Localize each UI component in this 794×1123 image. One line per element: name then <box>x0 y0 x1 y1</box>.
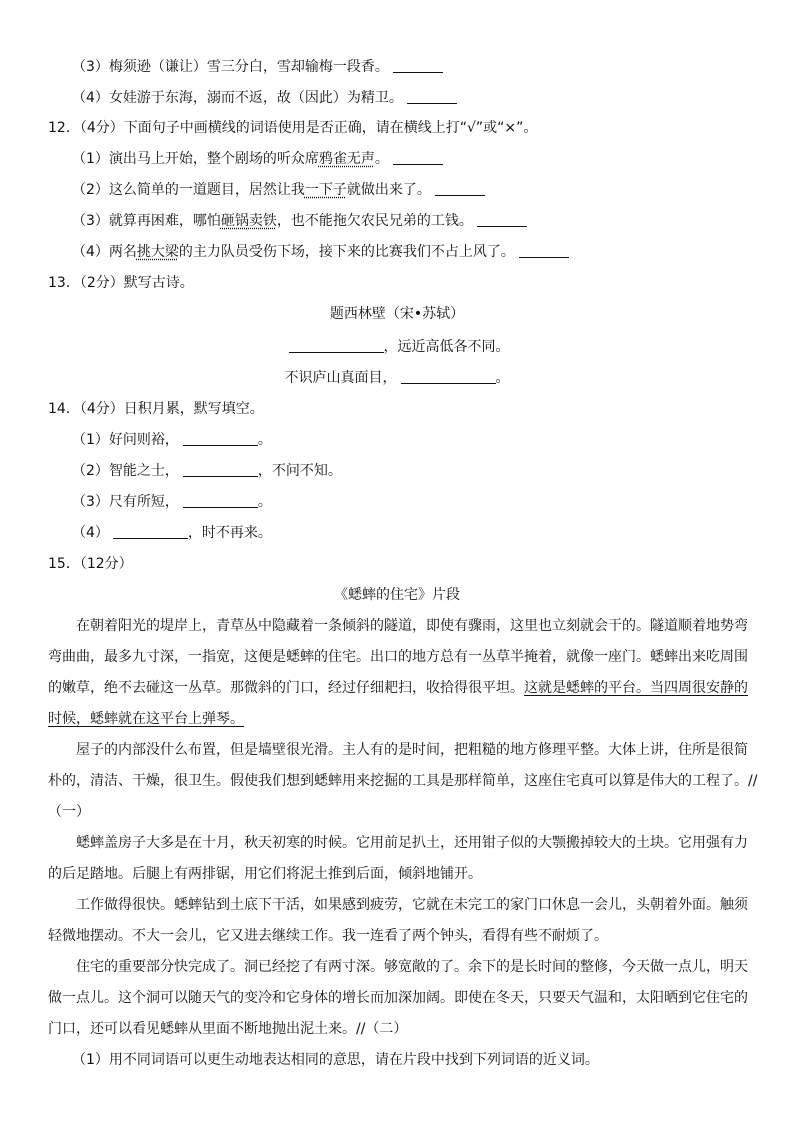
passage-p1-line-1: 在朝着阳光的堤岸上，青草丛中隐藏着一条倾斜的隧道，即使有骤雨，这里也立刻就会干的。隧道顺着地势弯 <box>76 618 748 634</box>
passage-p2-line-1: 屋子的内部没什么布置，但是墙壁很光滑。主人有的是时间，把粗糙的地方修理平整。大体上讲，住所是很简 <box>76 742 748 758</box>
passage-p1-line-2: 弯曲曲，最多九寸深，一指宽，这便是蟋蟀的住宅。出口的地方总有一丛草半掩着，就像一座门。蟋蟀出来吃周围 <box>48 649 748 665</box>
q13-title: 13．（2分）默写古诗。 <box>48 275 194 291</box>
q12-item-3: （3）就算再困难，哪怕砸锅卖铁，也不能拖欠农民兄弟的工钱。 <box>72 211 527 231</box>
q12-item-4: （4）两名挑大梁的主力队员受伤下场，接下来的比赛我们不占上风了。 <box>72 242 569 262</box>
passage-title: 《蟋蟀的住宅》片段 <box>334 587 460 603</box>
answer-blank[interactable] <box>183 493 258 508</box>
q14-title: 14．（4分）日积月累，默写填空。 <box>48 401 264 417</box>
answer-blank[interactable] <box>435 181 485 196</box>
poem-title: 题西林壁（宋•苏轼） <box>329 306 465 322</box>
answer-blank[interactable] <box>401 369 496 384</box>
passage-p1-line-3: 的嫩草，绝不去碰这一丛草。那微斜的门口，经过仔细耙扫，收拾得很平坦。这就是蟋蟀的平台。当四周很安静的 <box>48 680 748 696</box>
passage-p5-line-1: 住宅的重要部分快完成了。洞已经挖了有两寸深。够宽敞的了。余下的是长时间的整修，今天做一点儿，明天 <box>76 959 748 975</box>
passage-p3-line-1: 蟋蟀盖房子大多是在十月，秋天初寒的时候。它用前足扒土，还用钳子似的大颚搬掉较大的土块。它用强有力 <box>76 835 748 851</box>
answer-blank[interactable] <box>183 462 258 477</box>
passage-p2-line-3: （一） <box>48 804 90 820</box>
q11-item-3: （3）梅须逊（谦让）雪三分白，雪却输梅一段香。 <box>72 57 443 77</box>
answer-blank[interactable] <box>183 431 258 446</box>
underlined-word: 鸦雀无声 <box>318 151 375 167</box>
q15-title: 15．（12分） <box>48 556 133 572</box>
answer-blank[interactable] <box>477 212 527 227</box>
passage-p5-line-3: 门口，还可以看见蟋蟀从里面不断地抛出泥土来。//（二） <box>48 1021 408 1037</box>
answer-blank[interactable] <box>393 150 443 165</box>
passage-p1-line-4 <box>48 709 244 729</box>
answer-blank[interactable] <box>407 89 457 104</box>
passage-p4-line-1: 工作做得很快。蟋蟀钻到土底下干活，如果感到疲劳，它就在未完工的家门口休息一会儿，头朝着外面。触须 <box>76 897 748 913</box>
underlined-word: 砸锅卖铁 <box>220 213 277 229</box>
answer-blank[interactable] <box>393 58 443 73</box>
answer-blank[interactable] <box>113 524 188 539</box>
answer-blank[interactable] <box>519 243 569 258</box>
underlined-word: 一下子 <box>304 182 347 198</box>
q14-item-1: （1）好问则裕， 。 <box>72 432 272 448</box>
underlined-word: 挑大梁 <box>136 244 179 260</box>
passage-p3-line-2: 的后足踏地。后腿上有两排锯，用它们将泥土推到后面，倾斜地铺开。 <box>48 866 482 882</box>
answer-blank[interactable] <box>289 338 384 353</box>
passage-p4-line-2: 轻微地摆动。不大一会儿，它又进去继续工作。我一连看了两个钟头，看得有些不耐烦了。 <box>48 928 608 944</box>
q14-item-3: （3）尺有所短， 。 <box>72 494 272 510</box>
poem-line-2: 不识庐山真面目， 。 <box>284 370 510 386</box>
q15-sub-1: （1）用不同词语可以更生动地表达相同的意思，请在片段中找到下列词语的近义词。 <box>72 1052 599 1068</box>
underlined-sentence: 这就是蟋蟀的平台。当四周很安静的 <box>524 680 748 696</box>
q12-item-2: （2）这么简单的一道题目，居然让我一下子就做出来了。 <box>72 180 485 200</box>
q14-item-2: （2）智能之士， ，不问不知。 <box>72 463 342 479</box>
q12-item-1: （1）演出马上开始，整个剧场的听众席鸦雀无声。 <box>72 149 443 169</box>
q14-item-4: （4） ，时不再来。 <box>72 525 272 541</box>
q12-title: 12．（4分）下面句子中画横线的词语使用是否正确，请在横线上打“√”或“×”。 <box>48 120 538 136</box>
passage-p5-line-2: 做一点儿。这个洞可以随天气的变冷和它身体的增长而加深加阔。即使在冬天，只要天气温和，太阳晒到它住宅的 <box>48 990 748 1006</box>
poem-line-1: ，远近高低各不同。 <box>0 337 794 357</box>
underlined-sentence: 时候，蟋蟀就在这平台上弹琴。 <box>48 711 244 727</box>
q11-item-4: （4）女娃游于东海，溺而不返，故（因此）为精卫。 <box>72 88 457 108</box>
passage-p2-line-2: 朴的，清洁、干燥，很卫生。假使我们想到蟋蟀用来挖掘的工具是那样简单，这座住宅真可以算是伟大的工程了。// <box>48 773 758 789</box>
